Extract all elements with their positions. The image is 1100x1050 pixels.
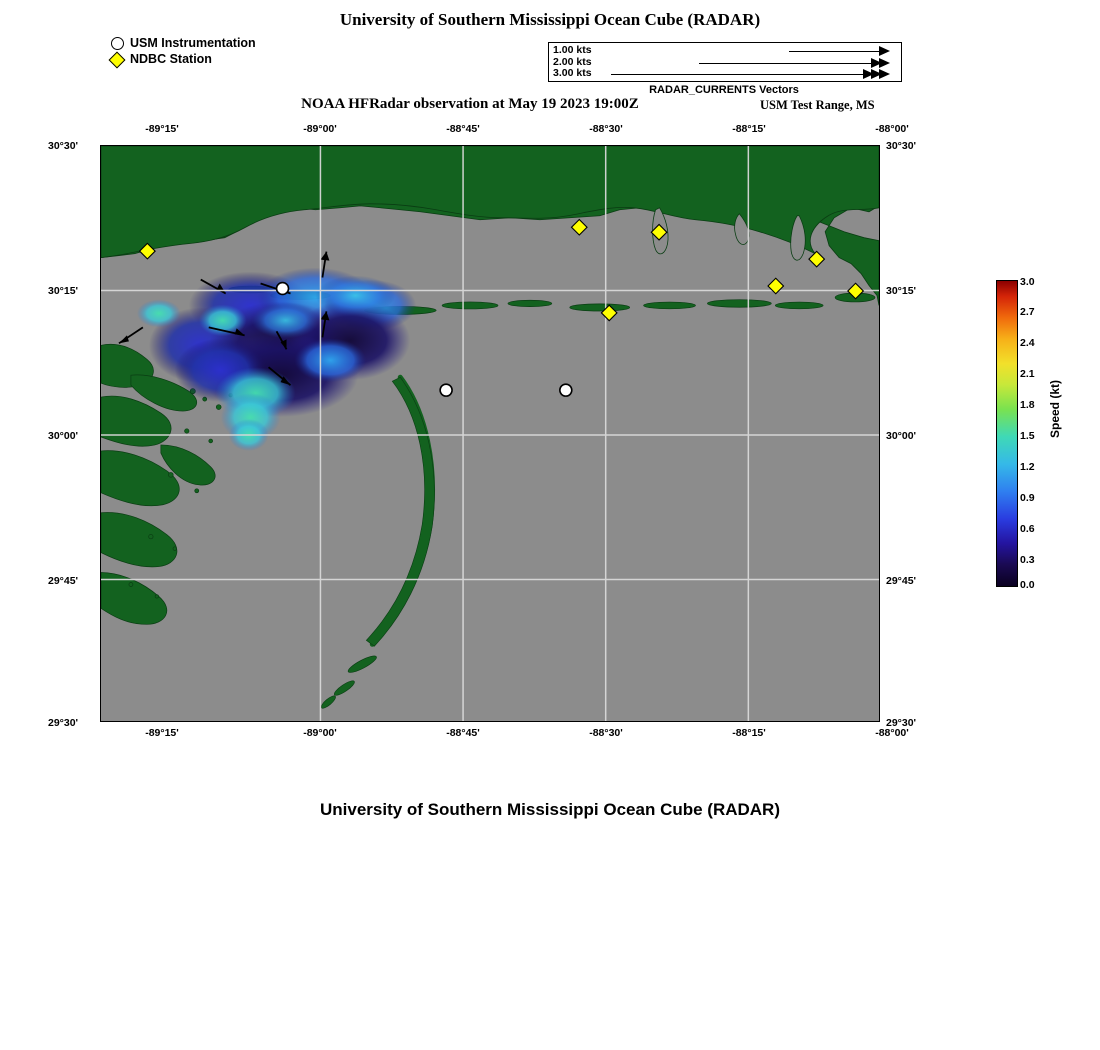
vector-arrowhead-icon bbox=[879, 46, 890, 56]
y-tick-label: 30°15' bbox=[886, 285, 917, 297]
y-tick-label: 30°00' bbox=[48, 430, 79, 442]
colorbar-tick-label: 0.0 bbox=[1020, 579, 1035, 591]
axis-right bbox=[886, 140, 946, 729]
x-tick-label: -89°00' bbox=[303, 123, 337, 135]
colorbar-tick-label: 0.6 bbox=[1020, 523, 1035, 535]
x-tick-label: -88°15' bbox=[732, 727, 766, 739]
y-tick-label: 29°30' bbox=[48, 717, 79, 729]
colorbar-title: Speed (kt) bbox=[1048, 380, 1062, 439]
y-tick-label: 30°30' bbox=[48, 140, 79, 152]
legend-item-label: USM Instrumentation bbox=[130, 36, 256, 50]
map-svg bbox=[101, 146, 879, 721]
map-legend bbox=[110, 36, 256, 68]
vector-line bbox=[789, 51, 881, 52]
y-tick-label: 30°00' bbox=[886, 430, 917, 442]
axis-left bbox=[48, 140, 98, 729]
x-tick-label: -88°00' bbox=[875, 123, 909, 135]
x-tick-label: -88°30' bbox=[589, 727, 623, 739]
y-tick-label: 29°45' bbox=[48, 575, 79, 587]
vector-scale-label: 2.00 kts bbox=[553, 56, 592, 68]
y-tick-label: 29°30' bbox=[886, 717, 917, 729]
colorbar-tick-label: 2.7 bbox=[1020, 306, 1035, 318]
x-tick-label: -89°15' bbox=[145, 727, 179, 739]
vector-scale-label: 3.00 kts bbox=[553, 67, 592, 79]
colorbar-tick-label: 0.3 bbox=[1020, 554, 1035, 566]
legend-item-ndbc-station bbox=[110, 52, 256, 67]
vector-scale-caption: RADAR_CURRENTS Vectors bbox=[649, 84, 799, 96]
legend-item-usm-instrumentation bbox=[110, 36, 256, 51]
x-tick-label: -89°00' bbox=[303, 727, 337, 739]
x-tick-label: -88°30' bbox=[589, 123, 623, 135]
map-canvas[interactable] bbox=[100, 145, 880, 722]
x-tick-label: -88°00' bbox=[875, 727, 909, 739]
colorbar-tick-label: 1.5 bbox=[1020, 430, 1035, 442]
colorbar-tick-label: 1.2 bbox=[1020, 461, 1035, 473]
colorbar-tick-label: 0.9 bbox=[1020, 492, 1035, 504]
test-range-label: USM Test Range, MS bbox=[760, 98, 875, 112]
vector-scale-row-3 bbox=[549, 68, 901, 80]
x-tick-label: -88°45' bbox=[446, 727, 480, 739]
circle-marker-icon bbox=[110, 37, 124, 51]
colorbar-tick-label: 2.4 bbox=[1020, 337, 1035, 349]
page-title: University of Southern Mississippi Ocean Cube (RADAR) bbox=[339, 10, 761, 29]
colorbar-tick-label: 2.1 bbox=[1020, 368, 1035, 380]
colorbar-gradient bbox=[996, 280, 1018, 587]
legend-item-label: NDBC Station bbox=[130, 52, 212, 66]
vector-arrowhead-icon bbox=[863, 69, 874, 79]
x-tick-label: -89°15' bbox=[145, 123, 179, 135]
observation-subtitle: NOAA HFRadar observation at May 19 2023 19:00Z bbox=[301, 96, 639, 112]
y-tick-label: 30°15' bbox=[48, 285, 79, 297]
y-tick-label: 30°30' bbox=[886, 140, 917, 152]
vector-scale-label: 1.00 kts bbox=[553, 44, 592, 56]
x-tick-label: -88°15' bbox=[732, 123, 766, 135]
vector-arrowhead-icon bbox=[871, 58, 882, 68]
vector-scale-box bbox=[548, 42, 902, 82]
axis-top bbox=[100, 123, 909, 139]
colorbar-tick-label: 1.8 bbox=[1020, 399, 1035, 411]
colorbar bbox=[996, 276, 1062, 591]
diamond-marker-icon bbox=[110, 53, 124, 67]
vector-line bbox=[699, 63, 881, 64]
vector-scale-row-1 bbox=[549, 45, 901, 57]
colorbar-tick-label: 3.0 bbox=[1020, 276, 1035, 288]
x-tick-label: -88°45' bbox=[446, 123, 480, 135]
axis-bottom bbox=[100, 727, 909, 743]
vector-line bbox=[611, 74, 881, 75]
footer-title: University of Southern Mississippi Ocean Cube (RADAR) bbox=[319, 800, 780, 819]
y-tick-label: 29°45' bbox=[886, 575, 917, 587]
